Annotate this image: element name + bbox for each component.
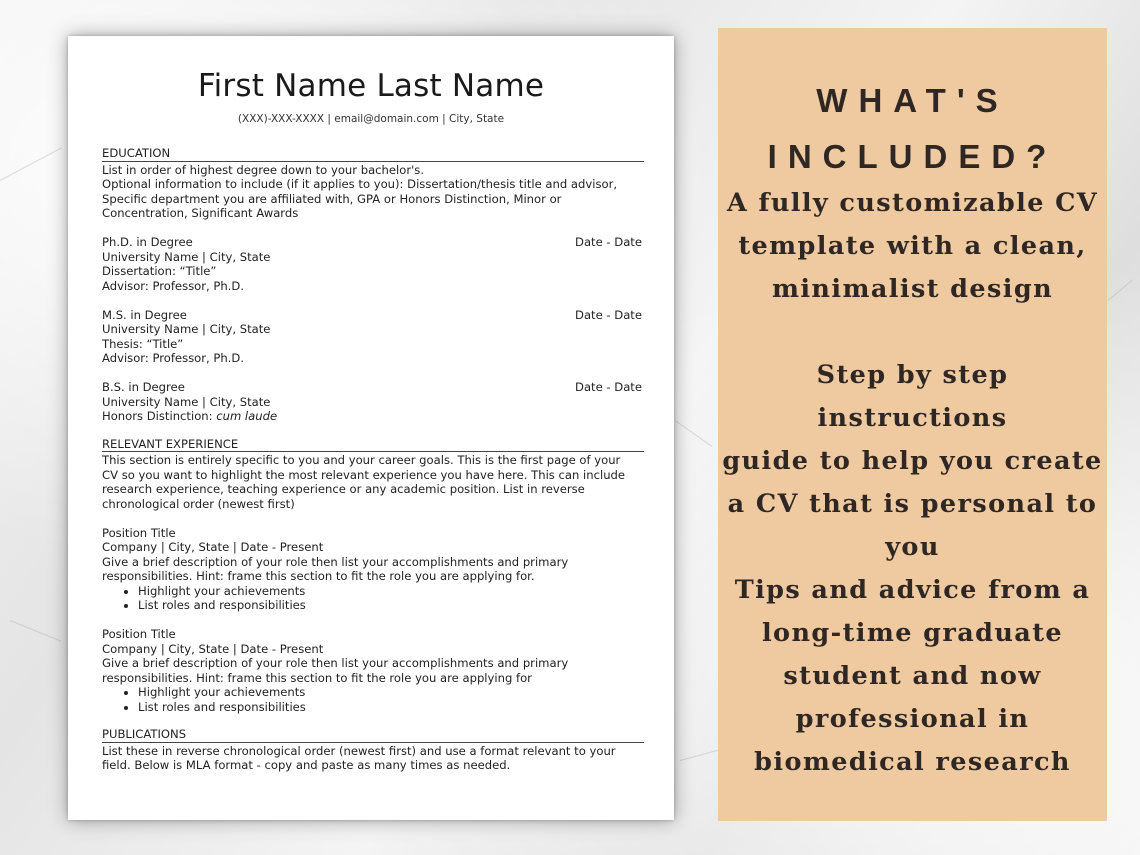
- bs-university: University Name | City, State: [102, 394, 271, 409]
- feature-line: Step by step instructions: [816, 360, 1009, 433]
- cv-contact-line: (XXX)-XXX-XXXX | email@domain.com | City, State: [237, 113, 505, 125]
- ms-entry-header: [102, 308, 644, 323]
- education-intro-line: Optional information to include (if it applies to you): Dissertation/thesis title and advisor,: [102, 177, 618, 191]
- position-bullet-list: [102, 584, 644, 613]
- marble-vein: [680, 750, 719, 761]
- education-intro-line: List in order of highest degree down to your bachelor's.: [102, 162, 425, 177]
- bs-entry-header: [102, 380, 644, 395]
- feature-line: minimalist design: [771, 274, 1054, 304]
- bs-honors: [102, 409, 644, 424]
- position-company: Company | City, State | Date - Present: [102, 540, 324, 554]
- position-description-line: responsibilities. Hint: frame this section to fit the role you are applying for.: [102, 569, 535, 583]
- experience-intro-line: CV so you want to highlight the most relevant experience you have here. This can include: [102, 467, 626, 482]
- feature-line: you: [885, 532, 940, 562]
- feature-line: professional in: [795, 704, 1030, 734]
- ms-line: University Name | City, State: [102, 322, 271, 336]
- feature-line: A fully customizable CV: [726, 188, 1099, 218]
- position-bullet-list: [102, 685, 644, 714]
- position-description-line: Give a brief description of your role then list your accomplishments and primary: [102, 656, 569, 670]
- phd-line: Advisor: Professor, Ph.D.: [102, 278, 245, 293]
- ms-date: Date - Date: [575, 307, 642, 322]
- bullet-item: • List roles and responsibilities: [138, 700, 644, 715]
- marble-vein: [10, 620, 61, 642]
- bs-honors-value: cum laude: [216, 409, 278, 423]
- publications-line: List these in reverse chronological order (newest first) and use a format relevant to your: [102, 743, 616, 758]
- feature-customizable-template: [718, 182, 1107, 311]
- cv-body: [102, 147, 644, 773]
- ms-degree: M.S. in Degree: [102, 307, 187, 322]
- phd-entry-header: [102, 235, 644, 250]
- panel-heading: [718, 73, 1107, 185]
- bullet-item: • Highlight your achievements: [138, 584, 644, 599]
- marble-vein: [675, 420, 712, 447]
- feature-tips-advice: [718, 569, 1107, 784]
- cv-template-page: [68, 36, 674, 820]
- bs-honors-label: Honors Distinction:: [102, 409, 217, 423]
- bs-degree: B.S. in Degree: [102, 380, 185, 394]
- feature-line: long-time graduate: [761, 618, 1064, 648]
- ms-line: Advisor: Professor, Ph.D.: [102, 351, 245, 365]
- panel-heading-line: INCLUDED?: [767, 138, 1058, 175]
- phd-degree: Ph.D. in Degree: [102, 235, 193, 249]
- cv-name: First Name Last Name: [197, 68, 545, 104]
- ms-line: Thesis: “Title”: [102, 336, 184, 351]
- feature-line: student and now: [783, 661, 1042, 691]
- education-intro-line: Specific department you are affiliated with, GPA or Honors Distinction, Minor or: [102, 191, 562, 206]
- bullet-item: • List roles and responsibilities: [138, 598, 644, 613]
- phd-line: Dissertation: “Title”: [102, 264, 217, 278]
- phd-date: Date - Date: [575, 235, 642, 249]
- education-intro-line: Concentration, Significant Awards: [102, 206, 299, 220]
- marble-vein: [0, 147, 62, 181]
- position-description-line: Give a brief description of your role then list your accomplishments and primary: [102, 554, 569, 569]
- bs-date: Date - Date: [575, 380, 642, 394]
- position-company: Company | City, State | Date - Present: [102, 641, 324, 656]
- feature-line: biomedical research: [754, 747, 1071, 777]
- feature-line: guide to help you create: [722, 446, 1103, 476]
- panel-heading-line: WHAT'S: [816, 82, 1009, 119]
- feature-line: a CV that is personal to: [727, 489, 1098, 519]
- experience-intro-line: research experience, teaching experience or any academic position. List in reverse: [102, 482, 585, 496]
- bullet-item: • Highlight your achievements: [138, 685, 644, 700]
- feature-line: template with a clean,: [738, 231, 1087, 261]
- phd-line: University Name | City, State: [102, 249, 271, 264]
- feature-instructions-guide: [718, 354, 1107, 569]
- experience-heading: RELEVANT EXPERIENCE: [102, 438, 644, 453]
- feature-line: Tips and advice from a: [734, 575, 1091, 605]
- education-heading: EDUCATION: [102, 147, 644, 162]
- whats-included-panel: [718, 28, 1107, 821]
- publications-heading: PUBLICATIONS: [102, 728, 644, 743]
- position-title: Position Title: [102, 525, 176, 540]
- marble-vein: [1108, 280, 1133, 301]
- position-description-line: responsibilities. Hint: frame this section to fit the role you are applying for: [102, 670, 532, 685]
- experience-intro-line: This section is entirely specific to you and your career goals. This is the first page of your: [102, 453, 621, 467]
- position-title: Position Title: [102, 627, 176, 641]
- experience-intro-line: chronological order (newest first): [102, 496, 295, 511]
- publications-line: field. Below is MLA format - copy and paste as many times as needed.: [102, 758, 511, 772]
